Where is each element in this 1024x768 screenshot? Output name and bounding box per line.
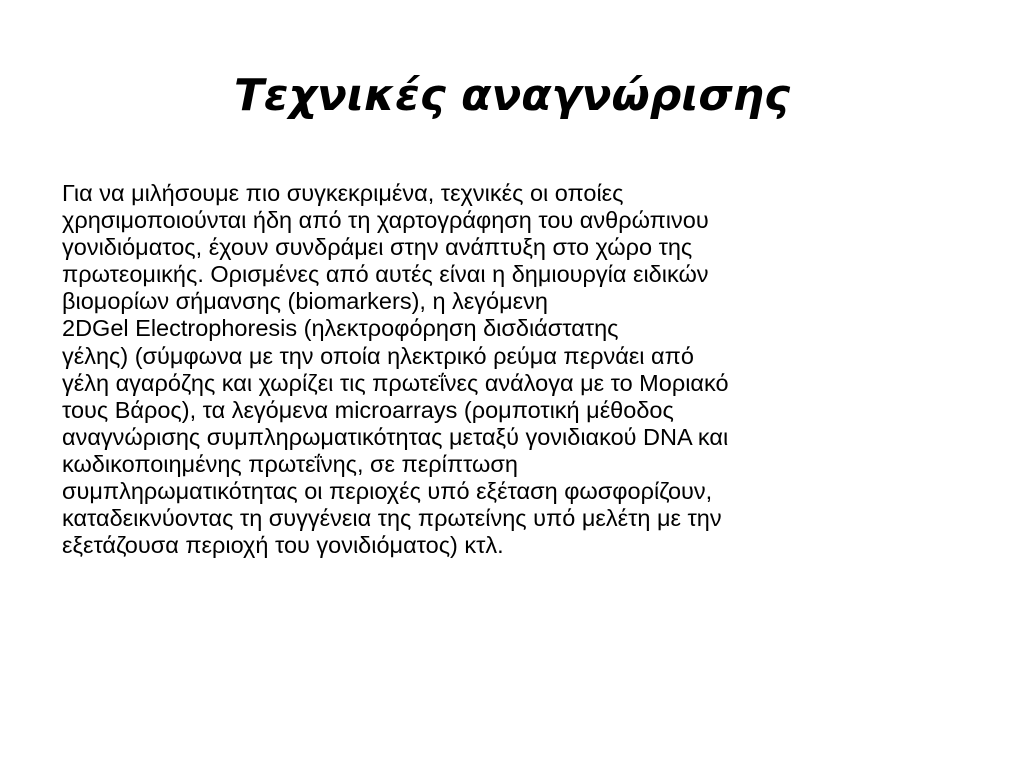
body-line: εξετάζουσα περιοχή του γονιδιόματος) κτλ. [62, 532, 504, 559]
body-line: βιομορίων σήμανσης (biomarkers), η λεγόμενη [62, 288, 548, 315]
body-line: γονιδιόματος, έχουν συνδράμει στην ανάπτυξη στο χώρο της [62, 234, 693, 261]
body-line: 2DGel Electrophoresis (ηλεκτροφόρηση δισδιάστατης [62, 315, 619, 342]
slide-title: Τεχνικές αναγνώρισης [233, 70, 791, 121]
body-line: Για να μιλήσουμε πιο συγκεκριμένα, τεχνικές οι οποίες [62, 180, 624, 206]
body-line: χρησιμοποιούνται ήδη από τη χαρτογράφηση του ανθρώπινου [62, 207, 709, 234]
body-line: καταδεικνύοντας τη συγγένεια της πρωτείνης υπό μελέτη με την [62, 505, 722, 532]
body-line: γέλης) (σύμφωνα με την οποία ηλεκτρικό ρεύμα περνάει από [62, 342, 694, 369]
body-line: τους Βάρος), τα λεγόμενα microarrays (ρομποτική μέθοδος [62, 396, 674, 423]
body-line: συμπληρωματικότητας οι περιοχές υπό εξέταση φωσφορίζουν, [62, 478, 713, 505]
body-line: αναγνώρισης συμπληρωματικότητας μεταξύ γονιδιακού DNA και [62, 423, 729, 450]
body-line: γέλη αγαρόζης και χωρίζει τις πρωτεΐνες ανάλογα με το Μοριακό [62, 369, 729, 396]
body-line: κωδικοποιημένης πρωτεΐνης, σε περίπτωση [62, 450, 518, 477]
body-line: πρωτεομικής. Ορισμένες από αυτές είναι η δημιουργία ειδικών [62, 261, 709, 288]
slide-body-text [62, 180, 962, 559]
